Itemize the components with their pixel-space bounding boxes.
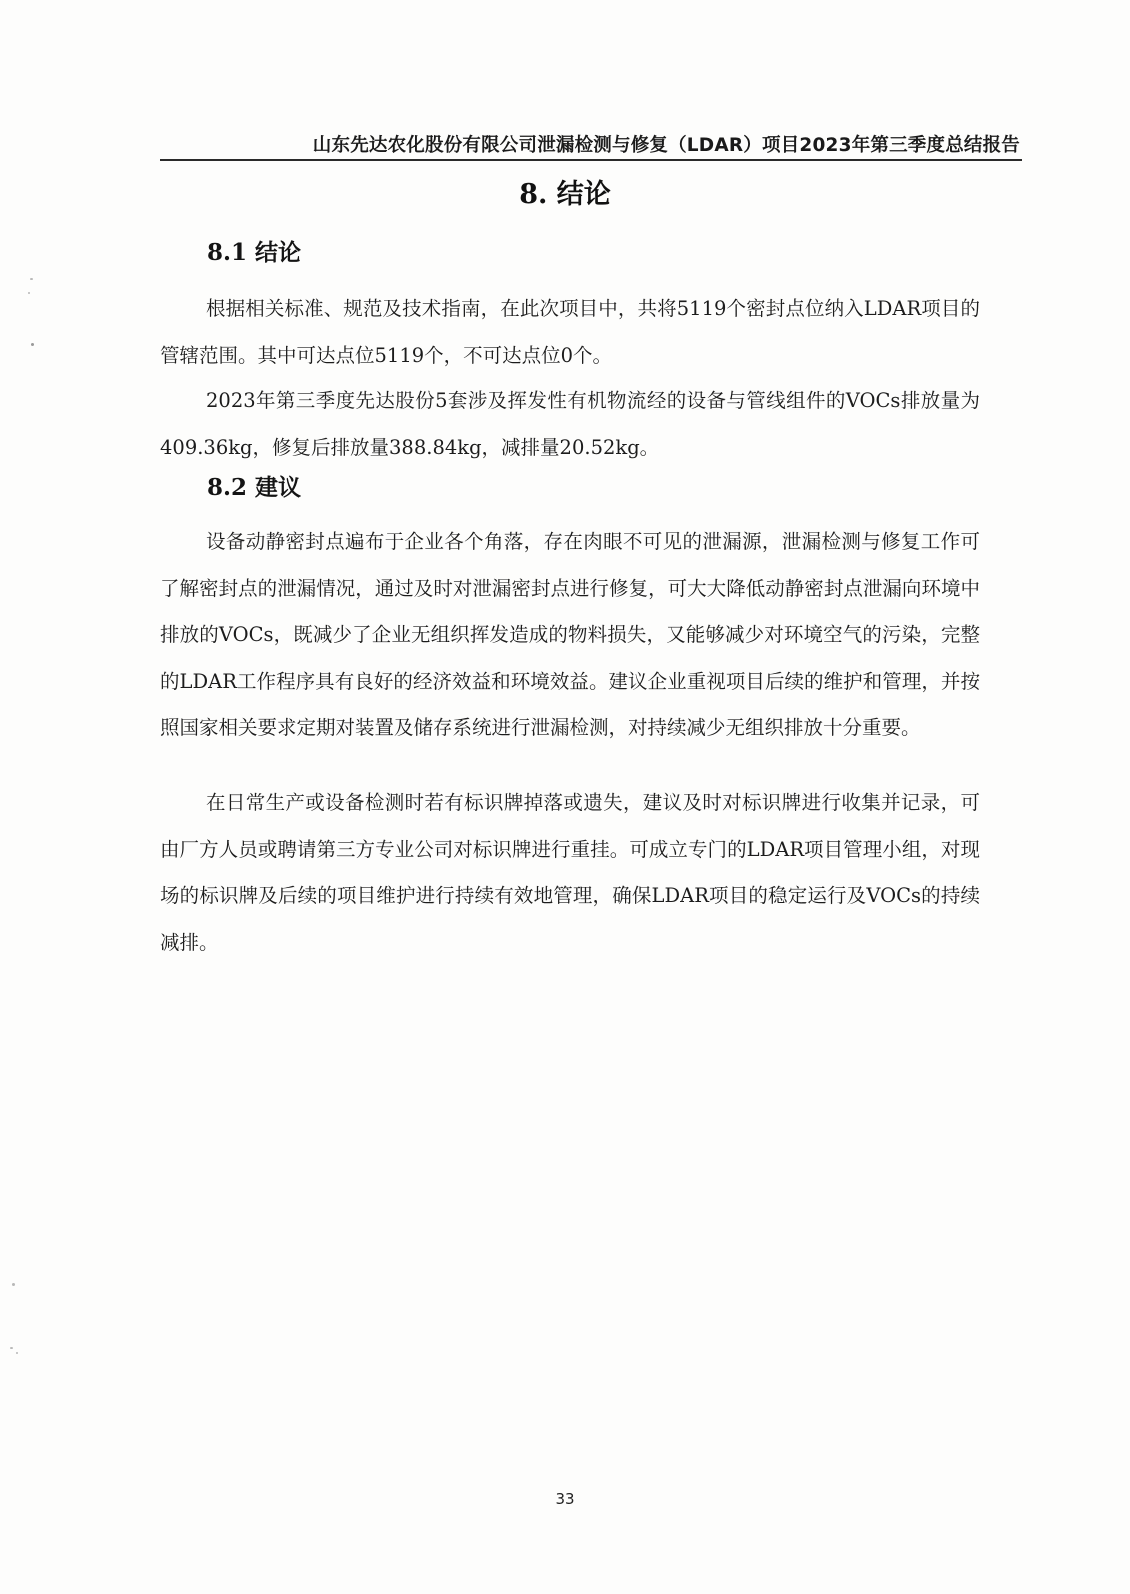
chapter-title: 8. 结论: [519, 179, 611, 210]
section-title-suggestion: 8.2 建议: [207, 474, 302, 501]
section-title-conclusion: 8.1 结论: [207, 239, 302, 266]
scan-speck: [30, 278, 33, 280]
scan-speck: [31, 343, 34, 346]
scan-speck: [10, 1347, 13, 1349]
suggestion-paragraph-1: 设备动静密封点遍布于企业各个角落，存在肉眼不可见的泄漏源，泄漏检测与修复工作可了解密封点的泄漏情况，通过及时对泄漏密封点进行修复，可大大降低动静密封点泄漏向环境中排放的VOCs，既减少了企业无组织挥发造成的物料损失，又能够减少对环境空气的污染，完整的LDAR工作程序具有良好的经济效益和环境效益。建议企业重视项目后续的维护和管理，并按照国家相关要求定期对装置及储存系统进行泄漏检测，对持续减少无组织排放十分重要。: [160, 530, 980, 739]
scan-speck: [16, 1352, 18, 1354]
header-rule: [160, 159, 1022, 161]
scan-speck: [12, 1283, 15, 1286]
running-header: 山东先达农化股份有限公司泄漏检测与修复（LDAR）项目2023年第三季度总结报告: [312, 135, 1020, 156]
page-number: 33: [555, 1490, 575, 1508]
conclusion-paragraph-1: 根据相关标准、规范及技术指南，在此次项目中，共将5119个密封点位纳入LDAR项目的管辖范围。其中可达点位5119个，不可达点位0个。: [160, 297, 980, 367]
suggestion-paragraph-2: 在日常生产或设备检测时若有标识牌掉落或遗失，建议及时对标识牌进行收集并记录，可由厂方人员或聘请第三方专业公司对标识牌进行重挂。可成立专门的LDAR项目管理小组，对现场的标识牌及后续的项目维护进行持续有效地管理，确保LDAR项目的稳定运行及VOCs的持续减排。: [160, 791, 980, 954]
scan-speck: [28, 292, 30, 294]
conclusion-paragraph-2: 2023年第三季度先达股份5套涉及挥发性有机物流经的设备与管线组件的VOCs排放量为409.36kg，修复后排放量388.84kg，减排量20.52kg。: [160, 389, 980, 459]
